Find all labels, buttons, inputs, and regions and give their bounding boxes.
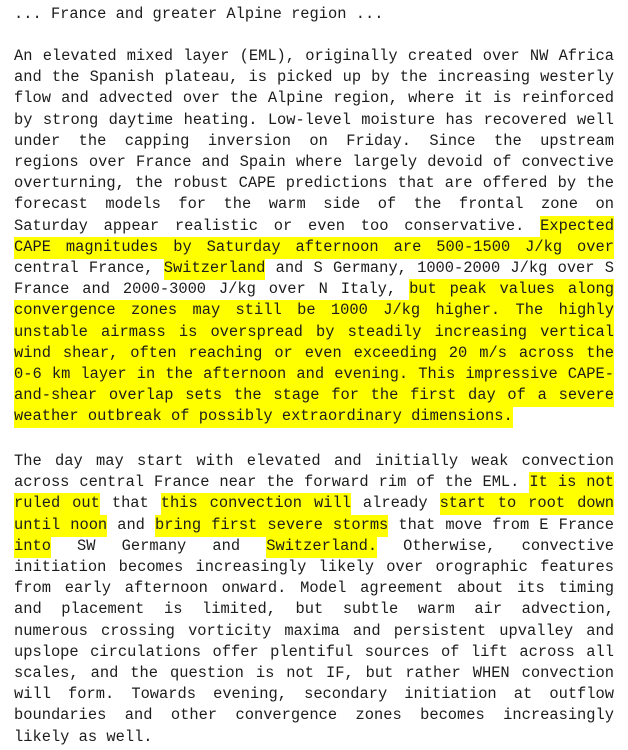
text-run: already: [350, 494, 440, 513]
paragraph-eml-cape: [14, 46, 614, 428]
highlighted-text: this convection will: [161, 493, 351, 515]
text-run: and S Germany, 1000-2000 J/kg over S France and 2000-3000 J/kg over N Italy,: [14, 259, 614, 299]
highlighted-text: bring first severe storms: [155, 515, 388, 537]
text-run: central France,: [14, 259, 164, 278]
text-run: and: [107, 515, 155, 534]
text-run: Otherwise, convective initiation becomes increasingly likely over orographic features from early afternoon onward. Model agreement about its timing and placement is limited, but subtle warm air advection, numerous crossing vorticity maxima and persistent upvalley and upslope circulations offer plentiful sources of lift across all scales, and the question is not IF, but rather WHEN convection will form. Towards evening, secondary initiation at outflow boundaries and other convergence zones becomes increasingly likely as well.: [14, 536, 614, 746]
region-heading: ... France and greater Alpine region ...: [14, 5, 384, 23]
text-run: that move from E France: [388, 515, 614, 534]
highlighted-text: Switzerland.: [266, 536, 377, 558]
text-run: An elevated mixed layer (EML), originally created over NW Africa and the Spanish plateau, is picked up by the increasing westerly flow and advected over the Alpine region, where it is reinforced by strong daytime heating. Low-level moisture has recovered well under the capping inversion on Friday. Since the upstream regions over France and Spain where largely devoid of convective overturning, the robust CAPE predictions that are offered by the forecast models for the warm side of the frontal zone on Saturday appear realistic or even too conservative.: [14, 47, 614, 235]
highlighted-text: start to root down until noon: [14, 493, 614, 536]
highlighted-text: It is not ruled out: [14, 472, 614, 515]
highlighted-text: Expected CAPE magnitudes by Saturday afternoon are 500-1500 J/kg over: [14, 216, 614, 259]
highlighted-text: into: [14, 536, 51, 558]
paragraph-convection: [14, 451, 614, 748]
text-run: The day may start with elevated and initially weak convection across central France near the forward rim of the EML.: [14, 452, 614, 492]
text-run: that: [99, 494, 161, 513]
text-run: SW Germany and: [50, 536, 267, 555]
highlighted-text: Switzerland: [164, 258, 266, 280]
highlighted-text: but peak values along convergence zones may still be 1000 J/kg higher. The highly unstable airmass is overspread by steadily increasing vertical wind shear, often reaching or even exceeding 20 m/s across the 0-6 km layer in the afternoon and evening. This impressive CAPE-and-shear overlap sets the stage for the first day of a severe weather outbreak of possibly extraordinary dimensions.: [14, 279, 614, 428]
